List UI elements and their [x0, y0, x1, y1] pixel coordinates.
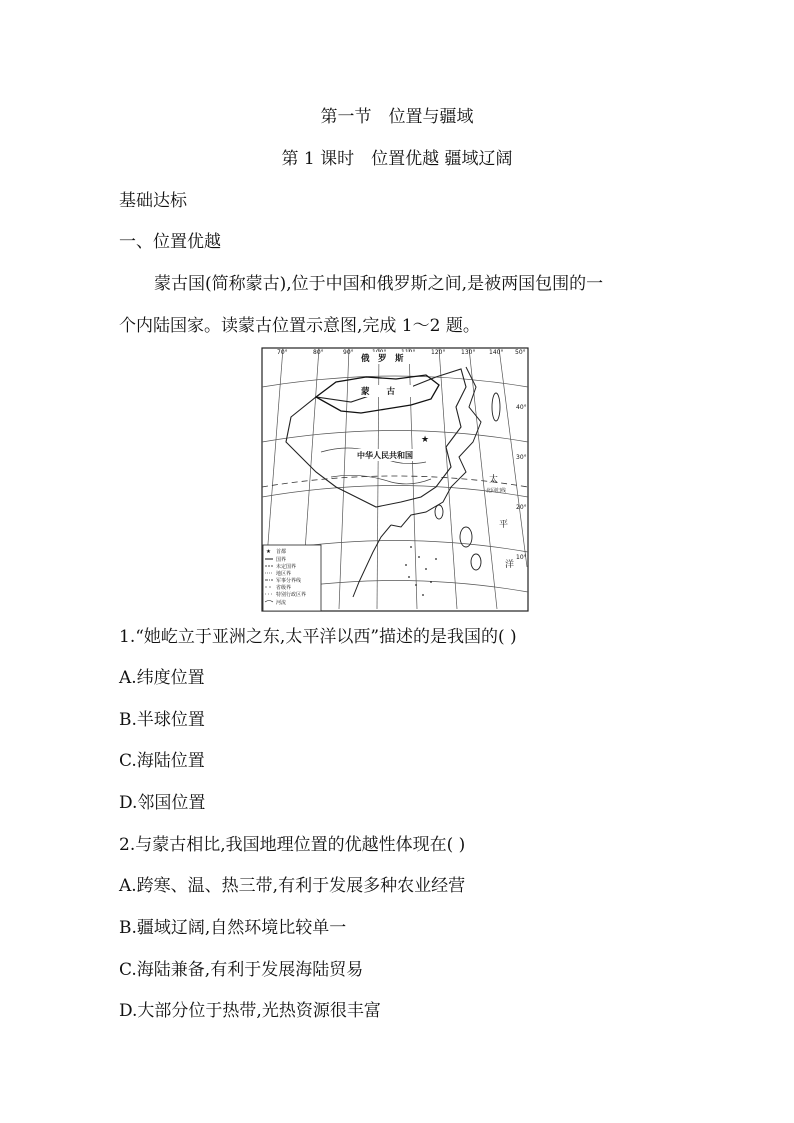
svg-text:★: ★: [421, 435, 430, 445]
mongolia-location-map: [261, 347, 529, 612]
lat-label: 20°: [516, 504, 527, 511]
question-2-option-b[interactable]: B.疆域辽阔,自然环境比较单一: [119, 918, 347, 938]
question-2-option-c[interactable]: C.海陆兼备,有利于发展海陆贸易: [119, 960, 364, 980]
lon-label: 140°: [489, 349, 504, 356]
category-heading: 基础达标: [119, 191, 187, 211]
map-legend: [263, 545, 321, 611]
tropic-label: 北回归线: [486, 488, 507, 494]
russia-label: 俄 罗 斯: [361, 354, 404, 364]
legend-item: 河流: [276, 600, 287, 606]
section-title: 第一节 位置与疆域: [320, 107, 474, 127]
lon-label: 130°: [461, 349, 476, 356]
lat-label: 40°: [516, 404, 527, 411]
legend-item: 未定国界: [276, 564, 297, 570]
legend-item: 省级界: [276, 585, 292, 591]
lon-label: 80°: [313, 349, 324, 356]
svg-text:★: ★: [266, 549, 271, 555]
china-label: 中华人民共和国: [357, 451, 413, 460]
intro-paragraph-line-1: 蒙古国(简称蒙古),位于中国和俄罗斯之间,是被两国包围的一: [154, 274, 604, 294]
question-1-option-b[interactable]: B.半球位置: [119, 710, 205, 730]
lon-label: 90°: [343, 349, 354, 356]
legend-item: 首都: [276, 549, 287, 555]
legend-item: 特别行政区界: [276, 592, 307, 598]
legend-item: 军事分界线: [276, 578, 302, 584]
lon-label: 50°: [515, 349, 526, 356]
question-2-option-d[interactable]: D.大部分位于热带,光热资源很丰富: [119, 1001, 381, 1021]
lat-label: 30°: [516, 454, 527, 461]
ocean-label: 洋: [505, 560, 515, 570]
lesson-title: 第 1 课时 位置优越 疆域辽阔: [281, 149, 513, 169]
question-1-option-c[interactable]: C.海陆位置: [119, 751, 205, 771]
legend-item: 地区界: [276, 571, 292, 577]
ocean-label: 平: [499, 520, 509, 530]
subsection-heading: 一、位置优越: [119, 232, 221, 252]
mongolia-label: 蒙 古: [361, 387, 396, 397]
intro-paragraph-line-2: 个内陆国家。读蒙古位置示意图,完成 1～2 题。: [119, 316, 480, 336]
question-1-option-d[interactable]: D.邻国位置: [119, 793, 206, 813]
question-1-stem: 1.“她屹立于亚洲之东,太平洋以西”描述的是我国的( ): [119, 627, 517, 647]
question-1-option-a[interactable]: A.纬度位置: [119, 668, 205, 688]
ocean-label: 太: [489, 475, 499, 485]
lon-label: 120°: [431, 349, 446, 356]
legend-item: 国界: [276, 557, 287, 563]
lat-label: 10°: [516, 554, 527, 561]
question-2-stem: 2.与蒙古相比,我国地理位置的优越性体现在( ): [119, 835, 466, 855]
question-2-option-a[interactable]: A.跨寒、温、热三带,有利于发展多种农业经营: [119, 876, 466, 896]
lon-label: 70°: [277, 349, 288, 356]
